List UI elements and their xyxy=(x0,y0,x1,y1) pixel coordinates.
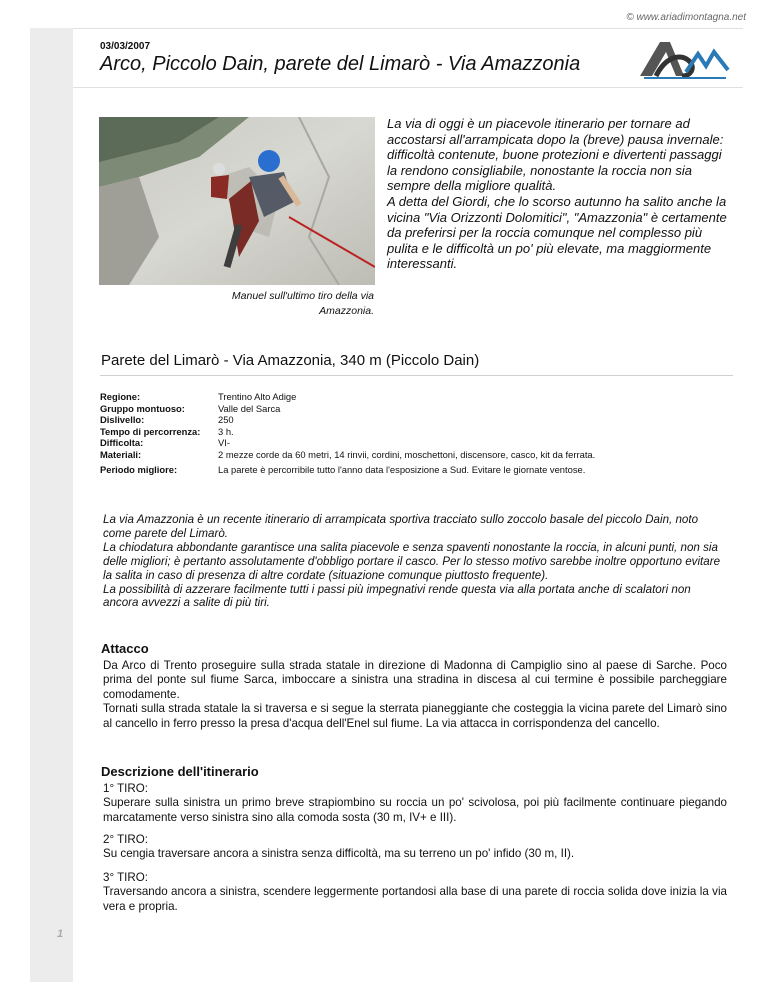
description-paragraph: La possibilità di azzerare facilmente tutti i passi più impegnativi rende questa via alla portata anche di scalatori non ancora avvezzi a salite di più tiri. xyxy=(103,582,691,610)
intro-paragraph: A detta del Giordi, che lo scorso autunno ha salito anche la vicina "Via Orizzonti Dolomitici", "Amazzonia" è certamente da preferirsi per la roccia comunque nel complesso più pulita e le difficoltà un po' più elevate, ma maggiormente interessanti. xyxy=(387,193,727,272)
left-margin-bar xyxy=(30,28,73,982)
info-row xyxy=(100,414,597,426)
info-key: Regione: xyxy=(100,391,141,402)
attacco-heading: Attacco xyxy=(101,641,149,656)
info-key: Tempo di percorrenza: xyxy=(100,425,201,437)
caption-line: Amazzonia. xyxy=(319,305,374,317)
photo-caption xyxy=(200,289,374,319)
info-value: VI- xyxy=(218,437,230,449)
itinerario-heading: Descrizione dell'itinerario xyxy=(101,764,259,779)
info-value: 3 h. xyxy=(218,425,234,437)
tiro-2 xyxy=(103,833,727,862)
best-period-value: La parete è percorribile tutto l'anno data l'esposizione a Sud. Evitare le giornate ventose. xyxy=(218,464,586,475)
tiro-label: 1° TIRO: xyxy=(103,782,149,795)
info-key: Gruppo montuoso: xyxy=(100,402,185,414)
info-key: Materiali: xyxy=(100,448,142,460)
best-period-key: Periodo migliore: xyxy=(100,464,178,475)
tiro-text: Traversando ancora a sinistra, scendere leggermente portandosi alla base di una parete di roccia solida dove inizia la via vera e propria. xyxy=(103,885,727,913)
tiro-1 xyxy=(103,782,727,825)
climbing-photo xyxy=(99,117,375,285)
attacco-paragraph: Da Arco di Trento proseguire sulla strada statale in direzione di Madonna di Campiglio sino al paese di Sarche. Poco prima del ponte sul fiume Sarca, imboccare a sinistra una stradina in discesa al cui termine è possibile parcheggiare comodamente. xyxy=(103,659,727,701)
attacco-paragraph: Tornati sulla strada statale la si traversa e si segue la sterrata pianeggiante che costeggia la vicina parete del Limarò sino al cancello in ferro presso la presa d'acqua dell'Enel sul fiume. La via attacca in corrispondenza del cancello. xyxy=(103,702,727,730)
info-value: 250 xyxy=(218,414,234,426)
copyright-text: © www.ariadimontagna.net xyxy=(626,12,746,23)
caption-line: Manuel sull'ultimo tiro della via xyxy=(231,290,374,302)
info-row xyxy=(100,449,597,461)
description-paragraph: La via Amazzonia è un recente itinerario di arrampicata sportiva tracciato sullo zoccolo basale del piccolo Dain, noto come parete del Limarò. xyxy=(103,513,699,540)
intro-text xyxy=(387,116,727,272)
tiro-text: Superare sulla sinistra un primo breve strapiombino su roccia un po' scivolosa, poi più facilmente continuare piegando marcatamente verso sinistra sino alla comoda sosta (30 m, IV+ e III). xyxy=(103,796,727,824)
best-period xyxy=(100,464,585,475)
route-description xyxy=(103,513,723,610)
description-paragraph: La chiodatura abbondante garantisce una salita piacevole e senza spaventi nonostante la roccia, in alcuni punti, non sia delle migliori; è pertanto assolutamente d'obbligo portare il casco. Per lo stesso motivo sarebbe inoltre opportuno evitare la salita in caso di presenza di altre cordate (situazione comunque piuttosto frequente). xyxy=(103,540,721,582)
section-title: Parete del Limarò - Via Amazzonia, 340 m (Piccolo Dain) xyxy=(101,352,480,369)
info-row xyxy=(100,426,597,438)
info-value: Valle del Sarca xyxy=(218,402,281,414)
info-row xyxy=(100,437,597,449)
route-info-table xyxy=(100,391,597,461)
site-logo xyxy=(636,36,734,82)
intro-paragraph: La via di oggi è un piacevole itinerario per tornare ad accostarsi all'arrampicata dopo la (breve) pausa invernale: difficoltà contenute, buone protezioni e divertenti passaggi la rendono consigliabile, nonostante la roccia non sia sempre della migliore qualità. xyxy=(387,116,724,194)
tiro-text: Su cengia traversare ancora a sinistra senza difficoltà, ma su terreno un po' infido (30 m, II). xyxy=(103,847,575,861)
info-key: Dislivello: xyxy=(100,414,145,426)
info-key: Difficolta: xyxy=(100,437,144,449)
tiro-3 xyxy=(103,871,727,914)
info-row xyxy=(100,391,597,403)
divider xyxy=(100,375,733,376)
tiro-label: 3° TIRO: xyxy=(103,871,149,884)
tiro-label: 2° TIRO: xyxy=(103,833,149,846)
publication-date: 03/03/2007 xyxy=(100,41,151,52)
page-number: 1 xyxy=(57,928,64,940)
info-row xyxy=(100,403,597,415)
attacco-text xyxy=(103,659,727,731)
info-value: Trentino Alto Adige xyxy=(218,391,297,402)
info-value: 2 mezze corde da 60 metri, 14 rinvii, cordini, moschettoni, discensore, casco, kit da ferrata. xyxy=(218,448,596,460)
page-title: Arco, Piccolo Dain, parete del Limarò - Via Amazzonia xyxy=(100,53,581,75)
